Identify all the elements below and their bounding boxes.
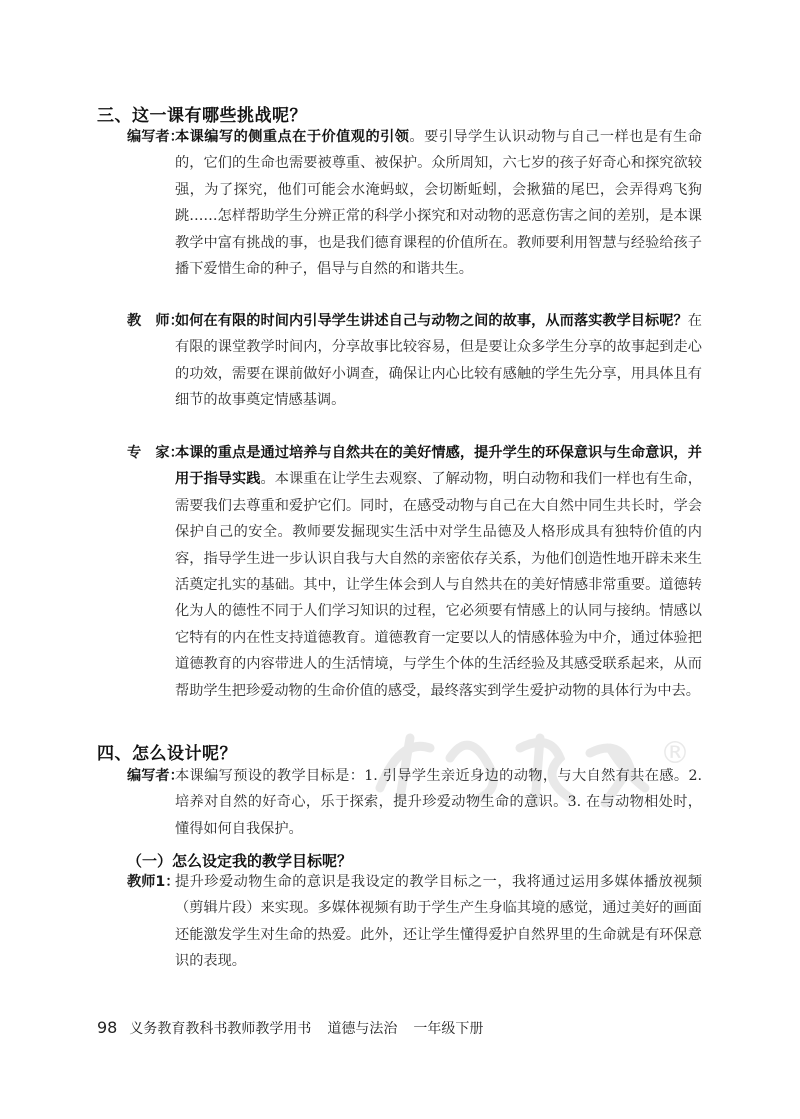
- subject-name: 道德与法治: [327, 1021, 398, 1037]
- section-heading: 三、这一课有哪些挑战呢？: [97, 106, 307, 126]
- entry-text: [175, 440, 702, 704]
- sub-heading: （一）怎么设定我的教学目标呢？: [127, 852, 353, 870]
- body-text: 提升珍爱动物生命的意识是我设定的教学目标之一，我将通过运用多媒体播放视频（剪辑片段）来实现。多媒体视频有助于学生产生身临其境的感觉，通过美好的画面还能激发学生对生命的热爱。此外，还让学生懂得爱护自然界里的生命就是有环保意识的表现。: [175, 874, 702, 970]
- emphasis-text: 如何在有限的时间内引导学生讲述自己与动物之间的故事，从而落实教学目标呢？: [175, 313, 688, 329]
- section-heading: 四、怎么设计呢？: [97, 744, 237, 764]
- body-text: 在有限的课堂教学时间内，分享故事比较容易，但是要让众多学生分享的故事起到走心的功效，需要在课前做好小调查，确保让内心比较有感触的学生先分享，用具体且有细节的故事奠定情感基调。: [175, 313, 702, 409]
- entry-text: [175, 869, 702, 975]
- entry-text: [175, 308, 702, 414]
- grade-label: 一年级下册: [413, 1021, 484, 1037]
- book-title: 义务教育教科书教师教学用书: [129, 1021, 312, 1037]
- entry-teacher: [127, 308, 702, 414]
- body-text: 。本课重在让学生去观察、了解动物，明白动物和我们一样也有生命，需要我们去尊重和爱护它们。同时，在感受动物与自己在大自然中同生共长时，学会保护自己的安全。教师要发掘现实生活中对学生品德及人格形成具有独特价值的内容，指导学生进一步认识自我与大自然的亲密依存关系，为他们创造性地开辟未来生活奠定扎实的基础。其中，让学生体会到人与自然共在的美好情感非常重要。道德转化为人的德性不同于人们学习知识的过程，它必须要有情感上的认同与接纳。情感以它特有的内在性支持道德教育。道德教育一定要以人的情感体验为中介，通过体验把道德教育的内容带进人的生活情境，与学生个体的生活经验及其感受联系起来，从而帮助学生把珍爱动物的生命价值的感受，最终落实到学生爱护动物的具体行为中去。: [175, 471, 702, 699]
- page-number: 98: [97, 1018, 118, 1037]
- speaker-label: 教 师：: [127, 313, 184, 329]
- speaker-label: 编写者：: [127, 129, 184, 145]
- emphasis-text: 本课编写的侧重点在于价值观的引领: [175, 129, 410, 145]
- body-text: 。要引导学生认识动物与自己一样也是有生命的，它们的生命也需要被尊重、被保护。众所周知，六七岁的孩子好奇心和探究欲较强，为了探究，他们可能会水淹蚂蚁，会切断蚯蚓，会揪猫的尾巴，会弄得鸡飞狗跳……怎样帮助学生分辨正常的科学小探究和对动物的恶意伤害之间的差别，是本课教学中富有挑战的事，也是我们德育课程的价值所在。教师要利用智慧与经验给孩子播下爱惜生命的种子，倡导与自然的和谐共生。: [175, 129, 702, 278]
- entry-expert: [127, 440, 702, 704]
- emphasis-text: 本课的重点是通过培养与自然共在的美好情感，提升学生的环保意识与生命意识，并用于指导实践: [175, 445, 702, 488]
- page-footer: [97, 1018, 483, 1038]
- entry-text: [175, 124, 702, 282]
- entry-text: [175, 763, 702, 842]
- speaker-label: 教师1：: [127, 874, 180, 890]
- entry-writer: [127, 763, 702, 842]
- entry-writer: [127, 124, 702, 282]
- registered-mark: ®: [660, 736, 690, 771]
- speaker-label: 专 家：: [127, 445, 184, 461]
- entry-teacher-1: [127, 869, 702, 975]
- speaker-label: 编写者：: [127, 768, 184, 784]
- body-text: 本课编写预设的教学目标是：1. 引导学生亲近身边的动物，与大自然有共在感。2. 培养对自然的好奇心，乐于探索，提升珍爱动物生命的意识。3. 在与动物相处时，懂得如何自我保护。: [175, 768, 702, 837]
